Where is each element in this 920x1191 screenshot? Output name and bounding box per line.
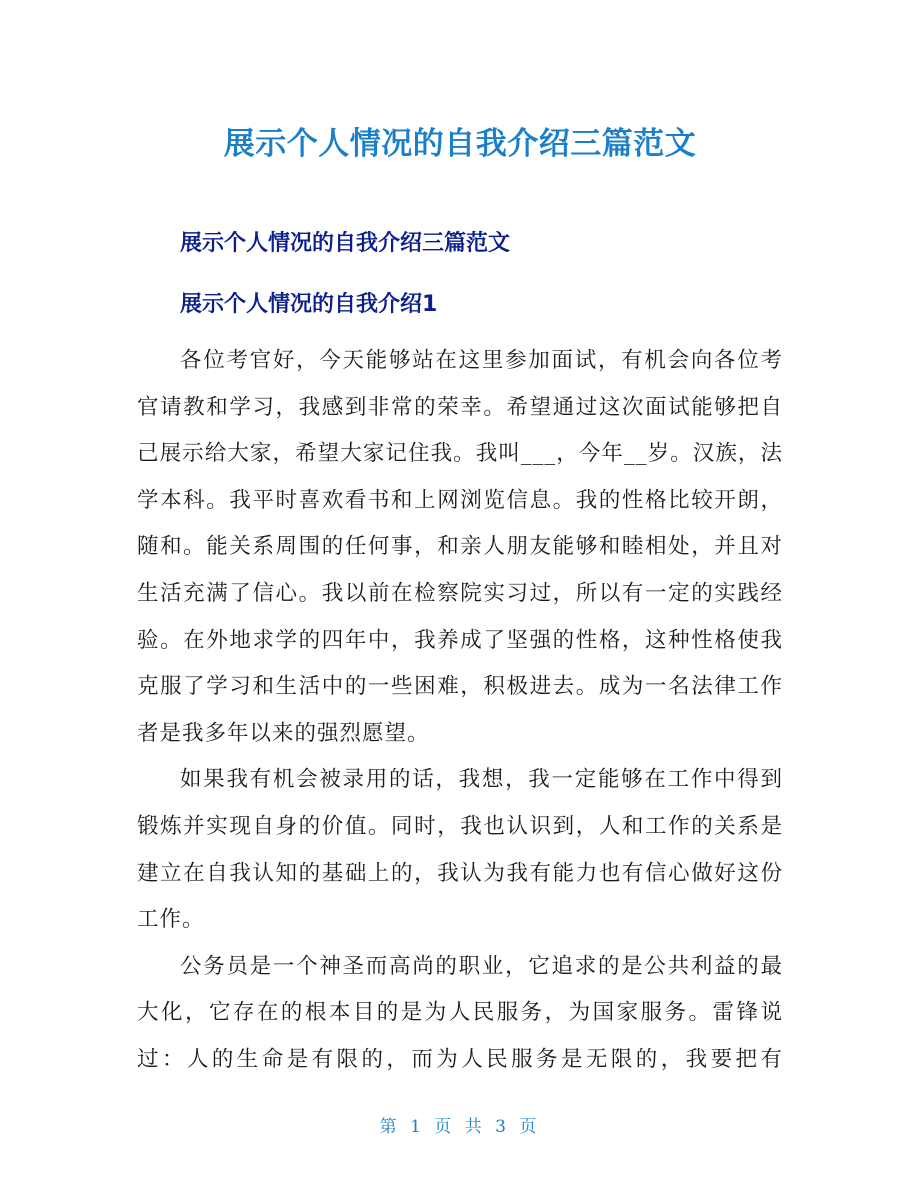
document-subtitle: 展示个人情况的自我介绍三篇范文 — [180, 231, 511, 256]
section-heading: 展示个人情况的自我介绍1 — [180, 292, 438, 317]
document-title: 展示个人情况的自我介绍三篇范文 — [223, 126, 697, 162]
paragraph-1: 各位考官好，今天能够站在这里参加面试，有机会向各位考官请教和学习，我感到非常的荣幸。希望通过这次面试能够把自己展示给大家，希望大家记住我。我叫___，今年__岁。汉族，法学本科。我平时喜欢看书和上网浏览信息。我的性格比较开朗，随和。能关系周围的任何事，和亲人朋友能够和睦相处，并且对生活充满了信心。我以前在检察院实习过，所以有一定的实践经验。在外地求学的四年中，我养成了坚强的性格，这种性格使我克服了学习和生活中的一些困难，积极进去。成为一名法律工作者是我多年以来的强烈愿望。 — [137, 348, 783, 746]
paragraph-2: 如果我有机会被录用的话，我想，我一定能够在工作中得到锻炼并实现自身的价值。同时，我也认识到，人和工作的关系是建立在自我认知的基础上的，我认为我有能力也有信心做好这份工作。 — [137, 767, 783, 933]
paragraph-3: 公务员是一个神圣而高尚的职业，它追求的是公共利益的最大化，它存在的根本目的是为人民服务，为国家服务。雷锋说过：人的生命是有限的，而为人民服务是无限的，我要把有 — [137, 953, 783, 1072]
body-text — [137, 338, 783, 1084]
page-footer: 第 1 页 共 3 页 — [379, 1117, 541, 1137]
